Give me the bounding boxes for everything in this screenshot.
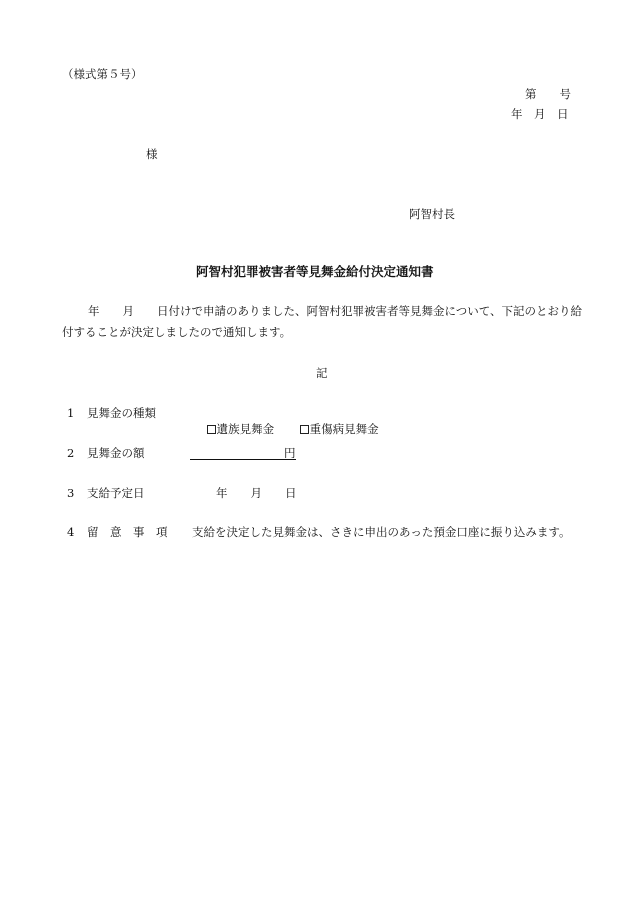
notes-text: 支給を決定した見舞金は、さきに申出のあった預金口座に振り込みます。	[192, 525, 571, 539]
scheduled-date: 年 月 日	[216, 486, 297, 500]
item-label: 見舞金の額	[87, 446, 145, 460]
amount-blank[interactable]	[190, 459, 296, 460]
document-date: 年 月 日	[511, 107, 569, 121]
item-label: 見舞金の種類	[87, 406, 156, 420]
document-title: 阿智村犯罪被害者等見舞金給付決定通知書	[196, 264, 434, 279]
checkbox-option-serious-injury[interactable]	[285, 405, 379, 453]
checkbox-icon[interactable]	[207, 425, 216, 434]
body-line-2: 付することが決定しましたので通知します。	[62, 325, 292, 339]
amount-unit: 円	[284, 446, 296, 460]
item-label: 留 意 事 項	[87, 525, 168, 539]
ki-heading: 記	[316, 366, 328, 380]
item-number: 3	[67, 486, 75, 500]
item-number: 4	[67, 525, 75, 539]
sender-name: 阿智村長	[409, 207, 455, 221]
item-label: 支給予定日	[87, 486, 145, 500]
option-label: 遺族見舞金	[216, 422, 275, 436]
item-number: 2	[67, 446, 75, 460]
checkbox-option-bereaved[interactable]	[192, 405, 274, 453]
body-line-1: 年 月 日付けで申請のありました、阿智村犯罪被害者等見舞金について、下記のとおり給	[88, 304, 583, 318]
addressee-suffix: 様	[146, 147, 158, 161]
item-number: 1	[67, 406, 75, 420]
form-number: （様式第５号）	[62, 67, 143, 81]
checkbox-icon[interactable]	[300, 425, 309, 434]
document-number: 第 号	[525, 87, 571, 101]
option-label: 重傷病見舞金	[309, 422, 379, 436]
